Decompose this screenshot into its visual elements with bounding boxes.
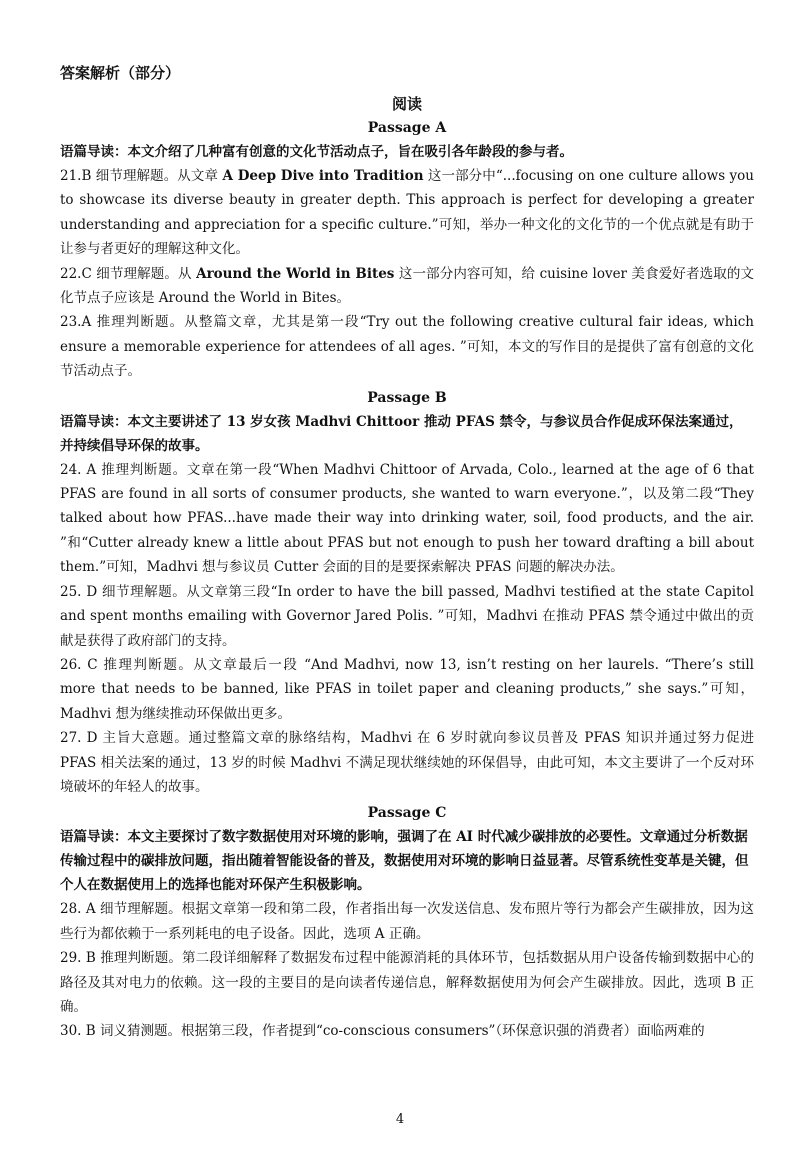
- passage-a: [60, 120, 754, 384]
- passage-guide: 语篇导读：本文主要讲述了 13 岁女孩 Madhvi Chittoor 推动 PFAS 禁令，与参议员合作促成环保法案通过，并持续倡导环保的故事。: [60, 413, 743, 454]
- document-heading: 答案解析（部分）: [60, 64, 181, 82]
- passage-b: [60, 390, 754, 800]
- answer-text: 这一部分中“...focusing on one culture allows you to showcase its diverse beauty in greater depth. This approach is perfect for developing a greater understanding and appreciation for a specific culture.”可知，举办一种文化的文化节的一个优点就是有助于让参与者更好的理解这种文化。: [60, 168, 754, 258]
- answer-item: [60, 580, 754, 653]
- answer-item: [60, 458, 754, 580]
- answer-item: [60, 1019, 754, 1043]
- answer-text: 24. A 推理判断题。文章在第一段“When Madhvi Chittoor of Arvada, Colo., learned at the age of 6 that PFAS are found in all sorts of consumer products, she wanted to warn everyone.”，以及第二段“They talked about how PFAS...have made their way into drinking water, soil, food products, and the air. ”和“Cutter already knew a little about PFAS but not enough to push her toward drafting a bill about them.”可知，Madhvi 想与参议员 Cutter 会面的目的是要探索解决 PFAS 问题的解决办法。: [60, 461, 754, 576]
- answer-item: [60, 726, 754, 799]
- passage-title: Passage C: [367, 805, 447, 822]
- answer-text: 30. B 词义猜测题。根据第三段，作者提到“co-conscious consumers”（环保意识强的消费者）面临两难的: [60, 1023, 705, 1040]
- answer-text: 27. D 主旨大意题。通过整篇文章的脉络结构，Madhvi 在 6 岁时就向参议员普及 PFAS 知识并通过努力促进 PFAS 相关法案的通过，13 岁的时候 Madhvi 不满足现状继续她的环保倡导，由此可知，本文主要讲了一个反对环境破坏的年轻人的故事。: [60, 730, 754, 795]
- passage-title: Passage A: [367, 120, 447, 136]
- answer-item: [60, 164, 754, 262]
- answer-item: [60, 310, 754, 383]
- passage-guide: 语篇导读：本文介绍了几种富有创意的文化节活动点子，旨在吸引各年龄段的参与者。: [60, 144, 573, 160]
- answer-bold-text: Around the World in Bites: [196, 265, 395, 282]
- answer-text: 25. D 细节理解题。从文章第三段“In order to have the bill passed, Madhvi testified at the state Capitol and spent months emailing with Governor Jared Polis. ”可知，Madhvi 在推动 PFAS 禁令通过中做出的贡献是获得了政府部门的支持。: [60, 583, 754, 649]
- answer-item: [60, 262, 754, 311]
- passage-title: Passage B: [367, 389, 447, 406]
- answer-item: [60, 897, 754, 946]
- answer-text: 26. C 推理判断题。从文章最后一段 “And Madhvi, now 13, isn’t resting on her laurels. “There’s still more that needs to be banned, like PFAS in toilet paper and cleaning products,” she says.”可知，Madhvi 想为继续推动环保做出更多。: [60, 656, 754, 722]
- answer-text: 这一部分内容可知，给 cuisine lover 美食爱好者选取的文化节点子应该是 Around the World in Bites。: [60, 265, 754, 307]
- passage-guide: 语篇导读：本文主要探讨了数字数据使用对环境的影响，强调了在 AI 时代减少碳排放的必要性。文章通过分析数据传输过程中的碳排放问题，指出随着智能设备的普及，数据使用对环境的影响日益显著。尽管系统性变革是关键，但个人在数据使用上的选择也能对环保产生积极影响。: [60, 829, 749, 894]
- answer-item: [60, 946, 754, 1019]
- answer-item: [60, 653, 754, 726]
- answer-text: 23.A 推理判断题。从整篇文章，尤其是第一段“Try out the following creative cultural fair ideas, which ensure a memorable experience for attendees of all ages. ”可知，本文的写作目的是提供了富有创意的文化节活动点子。: [60, 314, 754, 380]
- answer-text: 21.B 细节理解题。从文章: [60, 168, 223, 184]
- page-number: 4: [395, 1112, 405, 1127]
- answer-text: 28. A 细节理解题。根据文章第一段和第二段，作者指出每一次发送信息、发布照片等行为都会产生碳排放，因为这些行为都依赖于一系列耗电的电子设备。因此，选项 A 正确。: [60, 901, 754, 942]
- answer-text: 22.C 细节理解题。从: [60, 265, 197, 282]
- section-title: 阅读: [391, 95, 422, 113]
- answer-text: 29. B 推理判断题。第二段详细解释了数据发布过程中能源消耗的具体环节，包括数据从用户设备传输到数据中心的路径及其对电力的依赖。这一段的主要目的是向读者传递信息，解释数据使用为何会产生碳排放。因此，选项 B 正确。: [60, 950, 754, 1015]
- passage-c: [60, 805, 754, 1043]
- answer-bold-text: A Deep Dive into Tradition: [222, 168, 424, 184]
